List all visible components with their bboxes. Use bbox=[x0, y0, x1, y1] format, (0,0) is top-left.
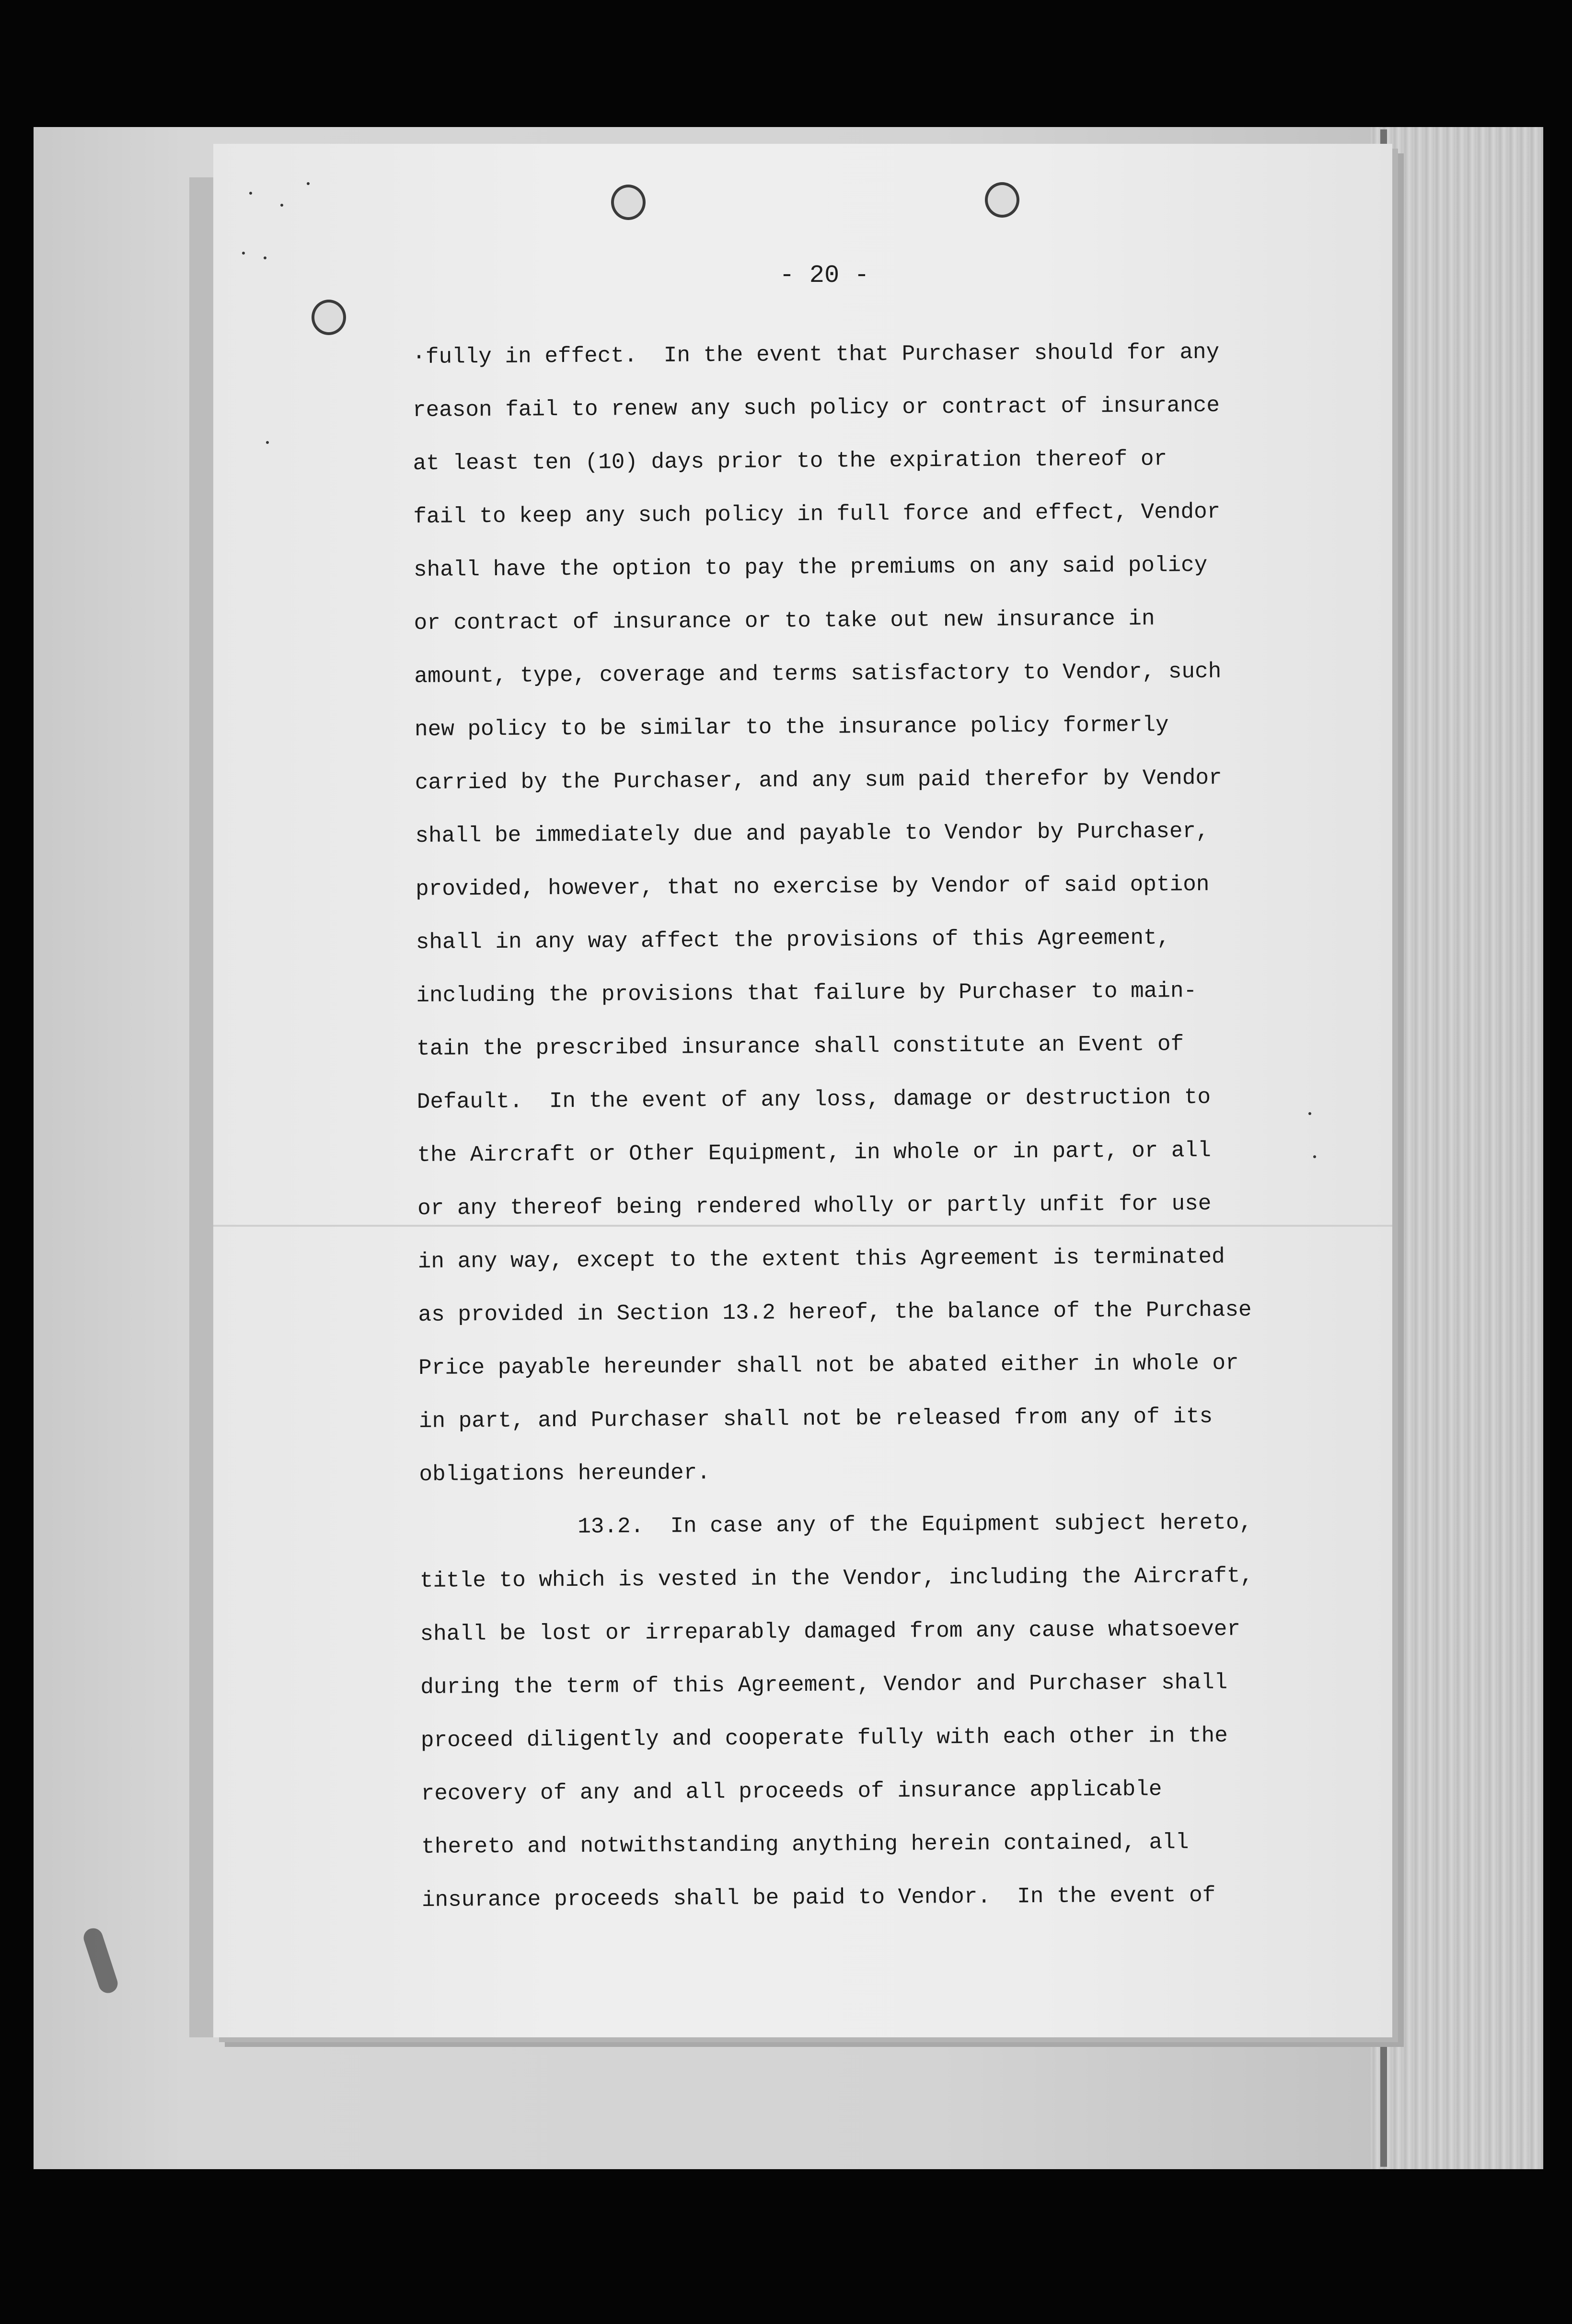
text-line: reason fail to renew any such policy or contract of insurance bbox=[412, 393, 1220, 423]
scan-speck bbox=[280, 204, 283, 207]
punch-hole bbox=[985, 182, 1019, 218]
text-line: Default. In the event of any loss, damage or destruction to bbox=[416, 1084, 1211, 1115]
scan-speck bbox=[264, 256, 266, 259]
text-line: proceed diligently and cooperate fully with each other in the bbox=[420, 1723, 1228, 1753]
underlying-pages bbox=[1371, 127, 1543, 2169]
text-line: new policy to be similar to the insurance policy formerly bbox=[414, 712, 1169, 742]
text-line: recovery of any and all proceeds of insurance applicable bbox=[421, 1777, 1162, 1806]
text-line: including the provisions that failure by Purchaser to main- bbox=[416, 978, 1197, 1008]
section-heading-line bbox=[419, 1496, 1330, 1555]
section-number: 13.2. bbox=[578, 1514, 644, 1539]
text-line: Price payable hereunder shall not be abated either in whole or bbox=[418, 1350, 1239, 1381]
punch-hole bbox=[312, 300, 346, 335]
text-line: the Aircraft or Other Equipment, in whole or in part, or all bbox=[417, 1138, 1211, 1168]
text-line: obligations hereunder. bbox=[419, 1460, 711, 1487]
text-line: in part, and Purchaser shall not be released from any of its bbox=[418, 1404, 1213, 1434]
text-line: thereto and notwithstanding anything herein contained, all bbox=[421, 1830, 1189, 1859]
text-line: in any way, except to the extent this Agreement is terminated bbox=[417, 1244, 1225, 1274]
page-number: - 20 - bbox=[779, 261, 869, 290]
scan-speck bbox=[307, 182, 310, 185]
punch-hole bbox=[611, 185, 646, 220]
text-line: insurance proceeds shall be paid to Vendor. In the event of bbox=[421, 1882, 1216, 1913]
text-line: shall in any way affect the provisions of this Agreement, bbox=[416, 925, 1170, 955]
scan-speck bbox=[242, 252, 245, 255]
text-line: shall be immediately due and payable to Vendor by Purchaser, bbox=[415, 818, 1209, 848]
text-line: or contract of insurance or to take out new insurance in bbox=[414, 606, 1155, 636]
text-line: as provided in Section 13.2 hereof, the balance of the Purchase bbox=[418, 1297, 1252, 1327]
text-line: fail to keep any such policy in full force and effect, Vendor bbox=[413, 499, 1221, 529]
scan-speck bbox=[249, 192, 252, 195]
text-line: shall be lost or irreparably damaged from any cause whatsoever bbox=[420, 1616, 1241, 1647]
text-line: title to which is vested in the Vendor, including the Aircraft, bbox=[419, 1563, 1254, 1593]
body-text bbox=[412, 325, 1332, 1927]
scan-speck bbox=[266, 441, 269, 444]
text-line: carried by the Purchaser, and any sum paid therefor by Vendor bbox=[415, 765, 1222, 795]
text-line: shall have the option to pay the premiums on any said policy bbox=[413, 552, 1208, 582]
text-line: provided, however, that no exercise by Vendor of said option bbox=[415, 872, 1210, 902]
text-line: tain the prescribed insurance shall constitute an Event of bbox=[416, 1032, 1184, 1061]
text-line: or any thereof being rendered wholly or partly unfit for use bbox=[417, 1191, 1212, 1221]
text-line: at least ten (10) days prior to the expiration thereof or bbox=[413, 446, 1167, 476]
text-line: during the term of this Agreement, Vendor and Purchaser shall bbox=[420, 1670, 1228, 1700]
text-line: ·fully in effect. In the event that Purchaser should for any bbox=[412, 339, 1220, 370]
section-first-line: In case any of the Equipment subject hereto, bbox=[670, 1510, 1253, 1539]
text-line: amount, type, coverage and terms satisfactory to Vendor, such bbox=[414, 659, 1222, 689]
